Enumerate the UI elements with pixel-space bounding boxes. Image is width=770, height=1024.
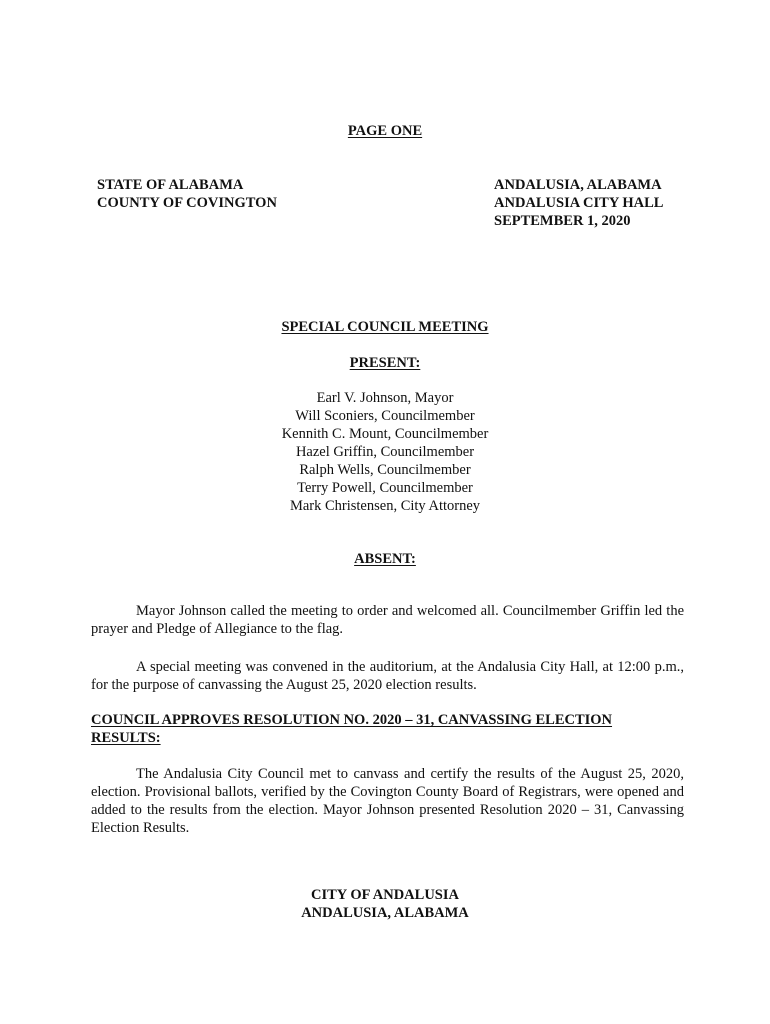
header-county: COUNTY OF COVINGTON	[97, 195, 277, 211]
page-label: PAGE ONE	[347, 123, 423, 139]
opening-paragraph	[91, 602, 684, 638]
section-heading: COUNCIL APPROVES RESOLUTION NO. 2020 – 31, CANVASSING ELECTION RESULTS:	[91, 712, 613, 746]
signature-block	[0, 886, 770, 922]
signature-state: ANDALUSIA, ALABAMA	[301, 905, 469, 921]
header-location-date	[494, 176, 663, 230]
signature-city: CITY OF ANDALUSIA	[311, 887, 459, 903]
purpose-paragraph	[91, 658, 684, 694]
attendee-item: Mark Christensen, City Attorney	[289, 498, 481, 514]
resolution-paragraph-text: The Andalusia City Council met to canvass and certify the results of the August 25, 2020, election. Provisional ballots, verified by the Covington County Board of Registrars, were opened and added to the results from the election. Mayor Johnson presented Resolution 2020 – 31, Canvassing Election Results.	[91, 766, 684, 836]
header-venue: ANDALUSIA CITY HALL	[494, 195, 664, 211]
header-state: STATE OF ALABAMA	[97, 177, 244, 193]
attendee-item: Earl V. Johnson, Mayor	[316, 390, 454, 406]
header-city: ANDALUSIA, ALABAMA	[494, 177, 662, 193]
resolution-paragraph	[91, 765, 684, 837]
absent-heading: ABSENT:	[354, 551, 416, 567]
attendee-item: Kennith C. Mount, Councilmember	[281, 426, 489, 442]
attendee-list	[0, 389, 770, 515]
attendee-item: Ralph Wells, Councilmember	[299, 462, 471, 478]
attendee-item: Terry Powell, Councilmember	[297, 480, 473, 496]
meeting-title: SPECIAL COUNCIL MEETING	[281, 319, 489, 335]
header-date: SEPTEMBER 1, 2020	[494, 213, 631, 229]
header-jurisdiction	[97, 176, 277, 212]
present-heading: PRESENT:	[349, 355, 421, 371]
opening-paragraph-text: Mayor Johnson called the meeting to order and welcomed all. Councilmember Griffin led the prayer and Pledge of Allegiance to the flag.	[91, 603, 684, 637]
attendee-item: Will Sconiers, Councilmember	[295, 408, 475, 424]
attendee-item: Hazel Griffin, Councilmember	[295, 444, 475, 460]
purpose-paragraph-text: A special meeting was convened in the auditorium, at the Andalusia City Hall, at 12:00 p.m., for the purpose of canvassing the August 25, 2020 election results.	[91, 659, 684, 693]
